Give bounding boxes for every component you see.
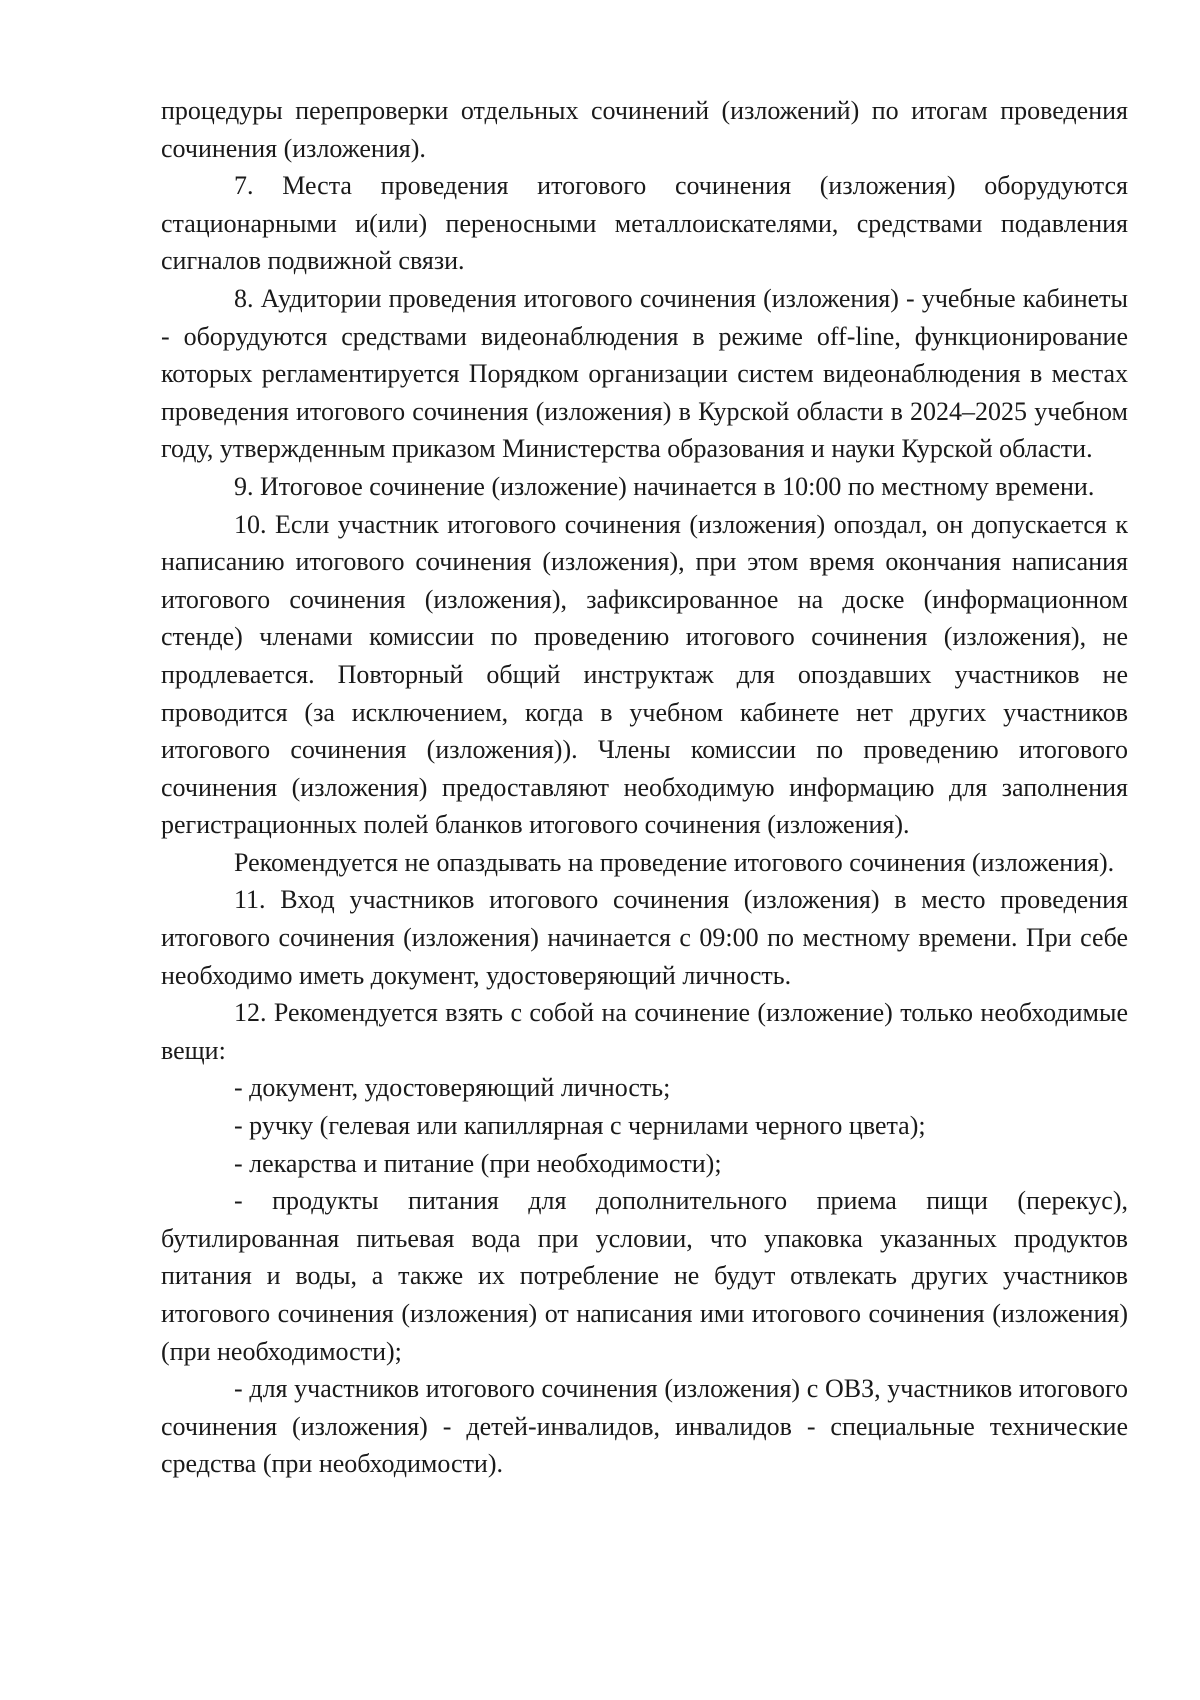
list-item-medicine: - лекарства и питание (при необходимости); [234,1148,722,1178]
document-body [161,92,1128,1483]
paragraph-item-11: 11. Вход участников итогового сочинения (изложения) в место проведения итогового сочинения (изложения) начинается с 09:00 по местному времени. При себе необходимо иметь документ, удостоверяющий личность. [161,885,1128,990]
list-item-food-water: - продукты питания для дополнительного приема пищи (перекус), бутилированная питьевая вода при условии, что упаковка указанных продуктов питания и воды, а также их потребление не будут отвлекать других участников итогового сочинения (изложения) от написания ими итогового сочинения (изложения) (при необходимости); [161,1186,1128,1366]
paragraph-item-9: 9. Итоговое сочинение (изложение) начинается в 10:00 по местному времени. [234,471,1095,501]
paragraph-recommendation: Рекомендуется не опаздывать на проведение итогового сочинения (изложения). [234,847,1115,877]
paragraph-item-8: 8. Аудитории проведения итогового сочинения (изложения) - учебные кабинеты - оборудуются средствами видеонаблюдения в режиме off-line, функционирование которых регламентируется Порядком организации систем видеонаблюдения в местах проведения итогового сочинения (изложения) в Курской области в 2024–2025 учебном году, утвержденным приказом Министерства образования и науки Курской области. [161,283,1128,464]
paragraph-item-12: 12. Рекомендуется взять с собой на сочинение (изложение) только необходимые вещи: [161,998,1128,1065]
list-item-special-means: - для участников итогового сочинения (изложения) с ОВЗ, участников итогового сочинения (изложения) - детей-инвалидов, инвалидов - специальные технические средства (при необходимости). [161,1374,1128,1479]
paragraph-procedure-continuation: процедуры перепроверки отдельных сочинений (изложений) по итогам проведения сочинения (изложения). [161,96,1128,163]
list-item-id-document: - документ, удостоверяющий личность; [234,1073,671,1103]
paragraph-item-10: 10. Если участник итогового сочинения (изложения) опоздал, он допускается к написанию итогового сочинения (изложения), при этом время окончания написания итогового сочинения (изложения), зафиксированное на доске (информационном стенде) членами комиссии по проведению итогового сочинения (изложения), не продлевается. Повторный общий инструктаж для опоздавших участников не проводится (за исключением, когда в учебном кабинете нет других участников итогового сочинения (изложения)). Члены комиссии по проведению итогового сочинения (изложения) предоставляют необходимую информацию для заполнения регистрационных полей бланков итогового сочинения (изложения). [161,509,1128,840]
paragraph-item-7: 7. Места проведения итогового сочинения (изложения) оборудуются стационарными и(или) переносными металлоискателями, средствами подавления сигналов подвижной связи. [161,171,1128,276]
list-item-pen: - ручку (гелевая или капиллярная с чернилами черного цвета); [234,1111,926,1141]
